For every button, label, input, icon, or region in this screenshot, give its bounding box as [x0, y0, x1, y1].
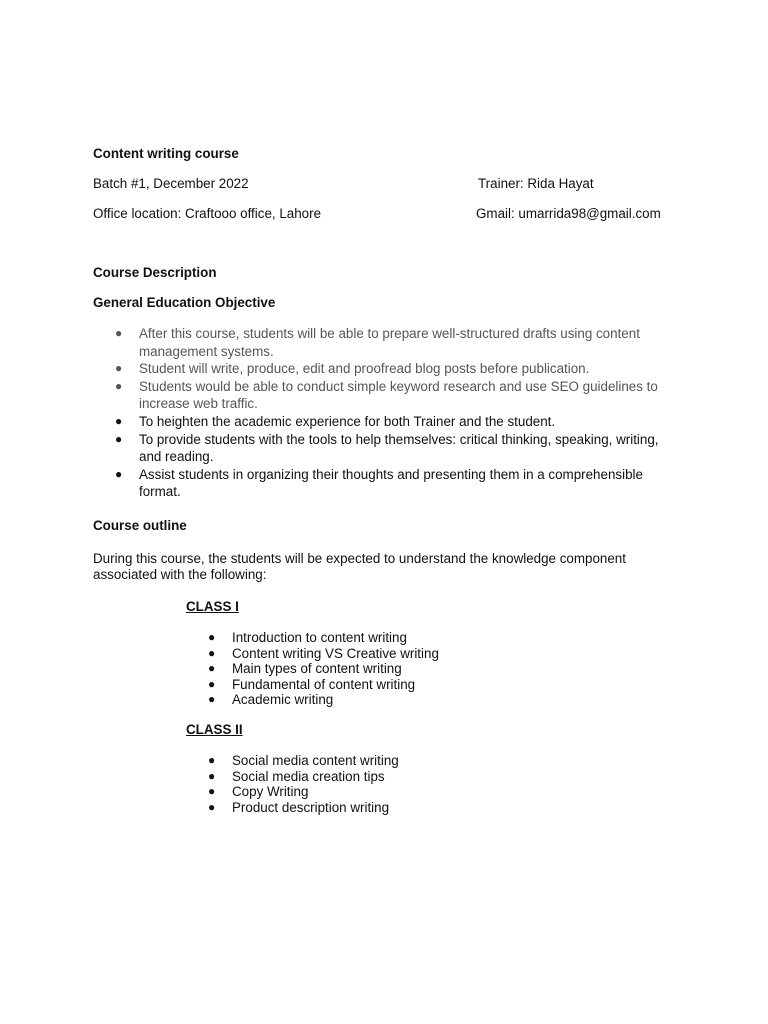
- list-item: [186, 646, 439, 662]
- bullet-icon: ●: [115, 326, 123, 340]
- class-2-title: CLASS II: [186, 722, 243, 737]
- list-item: [186, 661, 439, 677]
- trainer-info: Trainer: Rida Hayat: [478, 176, 594, 191]
- objective-text: Assist students in organizing their thoughts and presenting them in a comprehensible format.: [139, 466, 643, 500]
- list-item: [93, 360, 683, 378]
- topic-text: Social media creation tips: [232, 768, 385, 784]
- objective-text: To heighten the academic experience for both Trainer and the student.: [139, 413, 556, 429]
- bullet-icon: ●: [115, 466, 123, 481]
- topic-text: Main types of content writing: [232, 661, 402, 676]
- topic-text: Introduction to content writing: [232, 630, 407, 645]
- objective-text: After this course, students will be able to prepare well-structured drafts using content management systems.: [139, 326, 640, 359]
- objective-heading: General Education Objective: [93, 295, 276, 310]
- outline-intro: During this course, the students will be expected to understand the knowledge component associated with the following:: [93, 551, 626, 582]
- list-item: [93, 431, 683, 466]
- course-title: Content writing course: [93, 146, 239, 161]
- bullet-icon: ●: [208, 799, 216, 814]
- list-item: [186, 784, 399, 800]
- bullet-icon: ●: [208, 784, 216, 798]
- bullet-icon: ●: [115, 431, 123, 446]
- class-2-list: [186, 753, 399, 815]
- objective-text: To provide students with the tools to help themselves: critical thinking, speaking, writing, and reading.: [139, 431, 659, 465]
- list-item: [186, 692, 439, 708]
- topic-text: Social media content writing: [232, 753, 399, 768]
- bullet-icon: ●: [208, 753, 216, 767]
- class-1-list: [186, 630, 439, 708]
- bullet-icon: ●: [208, 676, 216, 691]
- course-outline-heading: Course outline: [93, 518, 187, 533]
- topic-text: Product description writing: [232, 799, 390, 815]
- bullet-icon: ●: [208, 645, 216, 660]
- list-item: [93, 378, 683, 413]
- list-item: [186, 677, 439, 693]
- list-item: [93, 466, 683, 501]
- course-description-heading: Course Description: [93, 265, 217, 280]
- class-1-title: CLASS I: [186, 599, 239, 614]
- bullet-icon: ●: [208, 768, 216, 783]
- topic-text: Fundamental of content writing: [232, 676, 416, 692]
- bullet-icon: ●: [115, 378, 123, 393]
- bullet-icon: ●: [115, 361, 123, 376]
- bullet-icon: ●: [115, 413, 123, 428]
- list-item: [186, 800, 399, 816]
- objective-text: Students would be able to conduct simple keyword research and use SEO guidelines to increase web traffic.: [139, 378, 658, 412]
- list-item: [186, 630, 439, 646]
- topic-text: Content writing VS Creative writing: [232, 645, 439, 661]
- batch-info: Batch #1, December 2022: [93, 176, 249, 191]
- objective-text: Student will write, produce, edit and proofread blog posts before publication.: [139, 361, 590, 377]
- objectives-list: [93, 325, 683, 501]
- list-item: [186, 769, 399, 785]
- bullet-icon: ●: [208, 692, 216, 706]
- bullet-icon: ●: [208, 661, 216, 675]
- topic-text: Academic writing: [232, 692, 334, 707]
- topic-text: Copy Writing: [232, 784, 309, 799]
- list-item: [93, 413, 683, 431]
- office-location: Office location: Craftooo office, Lahore: [93, 206, 322, 221]
- list-item: [93, 325, 683, 360]
- bullet-icon: ●: [208, 630, 216, 644]
- gmail-contact: Gmail: umarrida98@gmail.com: [476, 206, 661, 221]
- list-item: [186, 753, 399, 769]
